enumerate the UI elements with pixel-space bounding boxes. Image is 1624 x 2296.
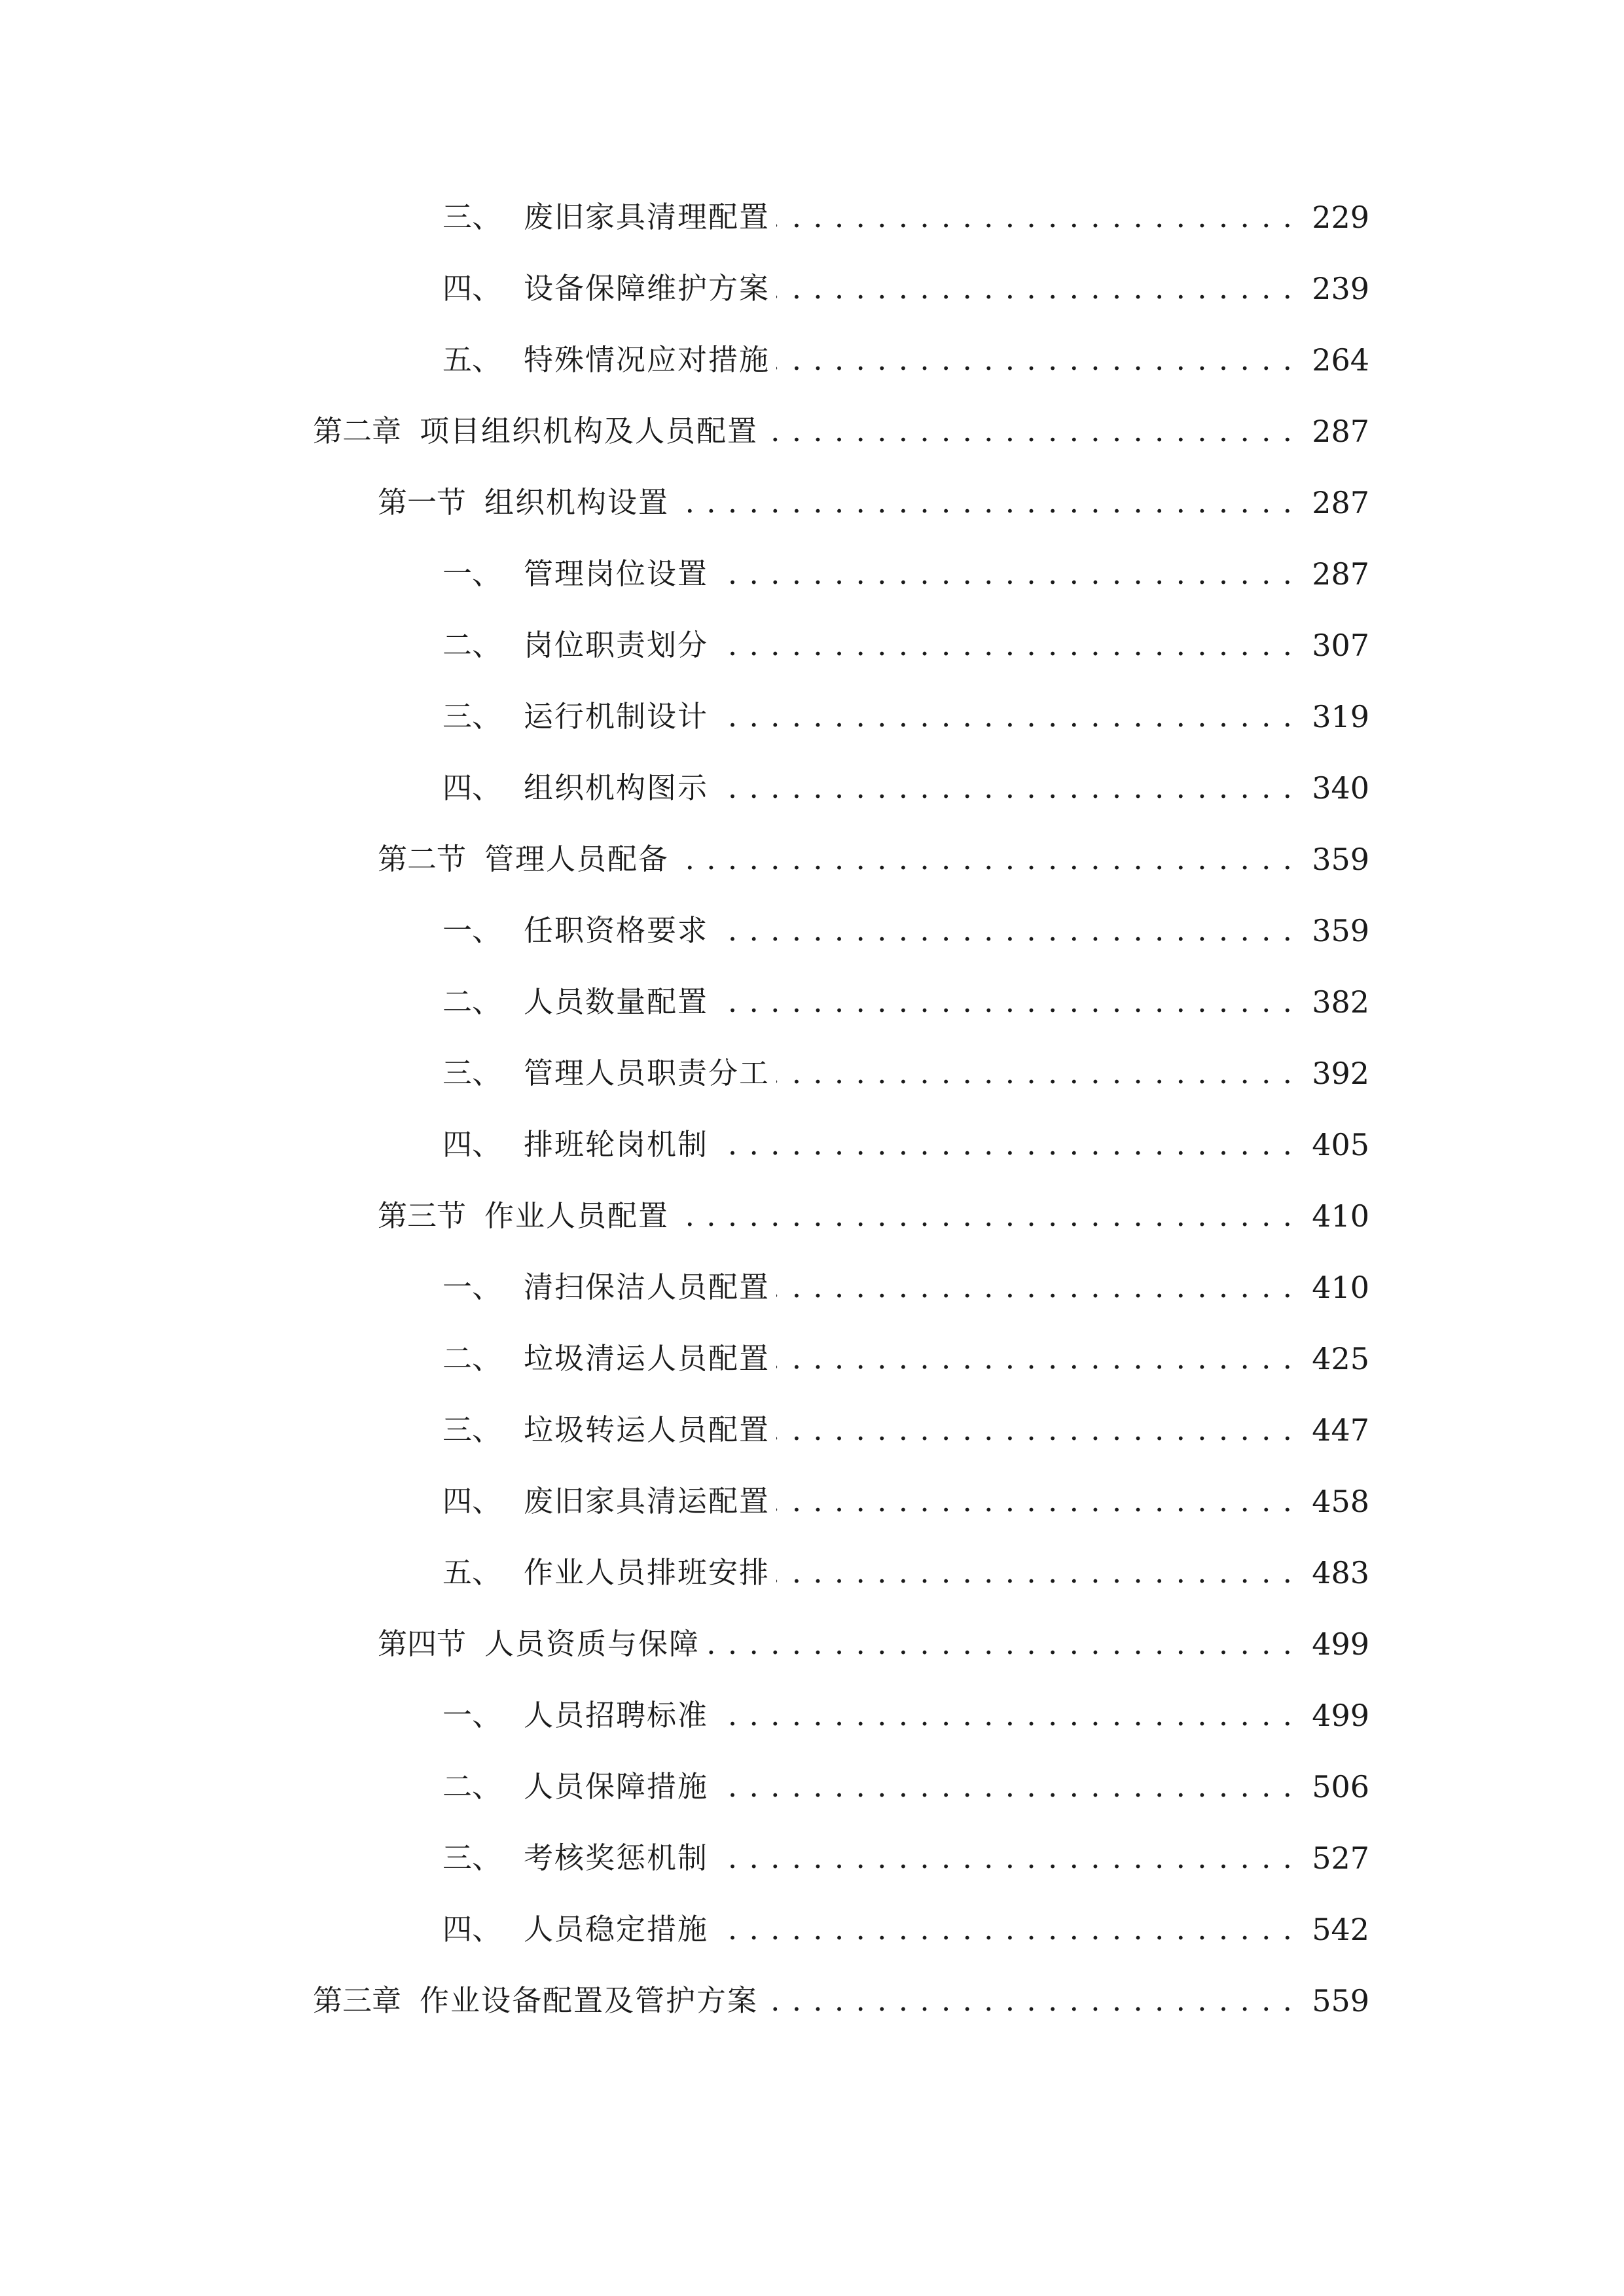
toc-entry-number: 三、: [442, 1840, 502, 1875]
toc-entry-page: 392: [1312, 1056, 1369, 1091]
toc-entry-title: 废旧家具清理配置: [524, 200, 770, 234]
toc-entry-number: 第一节: [378, 485, 467, 520]
toc-entry-page: 458: [1312, 1484, 1369, 1519]
toc-entry-title: 人员保障措施: [524, 1769, 709, 1804]
toc-entry-number: 五、: [442, 1555, 502, 1590]
toc-entry-page: 499: [1312, 1698, 1369, 1733]
toc-entry-title: 人员数量配置: [524, 984, 709, 1019]
toc-dot-leader: [715, 762, 1293, 814]
toc-entry-title: 人员稳定措施: [524, 1912, 709, 1946]
toc-entry-page: 382: [1312, 984, 1369, 1020]
toc-entry-number: 一、: [442, 1698, 502, 1732]
toc-dot-leader: [715, 1689, 1293, 1742]
toc-entry-title: 组织机构设置: [484, 485, 670, 520]
toc-dot-leader: [765, 1975, 1293, 2027]
toc-entry-title: 清扫保洁人员配置: [524, 1270, 770, 1304]
toc-dot-leader: [715, 1761, 1293, 1813]
toc-entry[interactable]: [442, 1475, 1369, 1528]
toc-dot-leader: [715, 691, 1293, 743]
toc-entry-number: 三、: [442, 200, 502, 234]
toc-dot-leader: [715, 1119, 1293, 1171]
toc-entry[interactable]: [442, 1261, 1369, 1314]
toc-entry-number: 四、: [442, 770, 502, 805]
toc-entry-page: 287: [1312, 485, 1369, 520]
toc-entry-page: 264: [1312, 342, 1369, 378]
toc-entry[interactable]: [442, 1832, 1369, 1884]
toc-dot-leader: [776, 1333, 1293, 1385]
toc-entry-page: 499: [1312, 1626, 1369, 1662]
toc-entry-number: 第二节: [378, 842, 467, 876]
toc-entry-title: 管理人员职责分工: [524, 1056, 770, 1090]
toc-entry-title: 岗位职责划分: [524, 628, 709, 662]
toc-entry-title: 人员资质与保障: [484, 1626, 700, 1661]
toc-entry-number: 第二章: [313, 414, 402, 448]
toc-dot-leader: [715, 1903, 1293, 1956]
toc-entry[interactable]: [442, 262, 1369, 315]
toc-entry-title: 排班轮岗机制: [524, 1127, 709, 1162]
toc-entry-title: 垃圾清运人员配置: [524, 1341, 770, 1376]
toc-dot-leader: [715, 905, 1293, 957]
toc-entry-number: 四、: [442, 1127, 502, 1162]
toc-entry-page: 542: [1312, 1912, 1369, 1947]
toc-entry-number: 二、: [442, 984, 502, 1019]
toc-dot-leader: [715, 1832, 1293, 1884]
toc-entry[interactable]: [442, 976, 1369, 1028]
toc-entry-title: 运行机制设计: [524, 699, 709, 734]
toc-dot-leader: [765, 405, 1293, 457]
toc-entry-number: 四、: [442, 1912, 502, 1946]
toc-entry[interactable]: [442, 1547, 1369, 1599]
toc-entry[interactable]: [442, 191, 1369, 243]
toc-entry-title: 作业人员配置: [484, 1198, 670, 1233]
toc-entry[interactable]: [378, 476, 1369, 529]
toc-entry[interactable]: [442, 691, 1369, 743]
toc-entry[interactable]: [442, 1903, 1369, 1956]
toc-entry[interactable]: [442, 1333, 1369, 1385]
toc-entry-number: 四、: [442, 1484, 502, 1518]
toc-entry-number: 第三章: [313, 1983, 402, 2018]
toc-entry[interactable]: [442, 1047, 1369, 1100]
toc-entry-title: 设备保障维护方案: [524, 271, 770, 306]
toc-entry-title: 人员招聘标准: [524, 1698, 709, 1732]
toc-dot-leader: [776, 1047, 1293, 1100]
toc-entry-number: 四、: [442, 271, 502, 306]
toc-entry[interactable]: [442, 619, 1369, 672]
toc-dot-leader: [706, 1618, 1293, 1670]
toc-entry-page: 359: [1312, 913, 1369, 948]
toc-entry[interactable]: [378, 833, 1369, 886]
toc-entry-page: 410: [1312, 1198, 1369, 1234]
toc-entry[interactable]: [442, 334, 1369, 386]
toc-entry-page: 410: [1312, 1270, 1369, 1305]
toc-entry-number: 三、: [442, 1056, 502, 1090]
toc-entry-page: 340: [1312, 770, 1369, 806]
toc-entry-title: 考核奖惩机制: [524, 1840, 709, 1875]
toc-entry[interactable]: [442, 1119, 1369, 1171]
toc-entry-page: 425: [1312, 1341, 1369, 1376]
toc-entry-number: 一、: [442, 913, 502, 948]
toc-entry-page: 447: [1312, 1412, 1369, 1448]
toc-entry-page: 559: [1312, 1983, 1369, 2018]
toc-entry-number: 一、: [442, 556, 502, 591]
toc-entry[interactable]: [442, 905, 1369, 957]
toc-entry-number: 三、: [442, 699, 502, 734]
toc-entry[interactable]: [442, 548, 1369, 600]
toc-dot-leader: [776, 1475, 1293, 1528]
toc-entry[interactable]: [313, 405, 1369, 457]
toc-entry-number: 第四节: [378, 1626, 467, 1661]
toc-entry-number: 三、: [442, 1412, 502, 1447]
toc-entry-number: 五、: [442, 342, 502, 377]
toc-entry-page: 506: [1312, 1769, 1369, 1804]
toc-entry-page: 405: [1312, 1127, 1369, 1162]
toc-entry-page: 483: [1312, 1555, 1369, 1590]
toc-entry-page: 229: [1312, 200, 1369, 235]
toc-entry-title: 废旧家具清运配置: [524, 1484, 770, 1518]
toc-entry[interactable]: [442, 1689, 1369, 1742]
toc-entry-title: 作业设备配置及管护方案: [420, 1983, 759, 2018]
toc-dot-leader: [776, 1404, 1293, 1456]
toc-entry-page: 359: [1312, 842, 1369, 877]
toc-entry[interactable]: [378, 1190, 1369, 1242]
toc-entry-page: 307: [1312, 628, 1369, 663]
toc-dot-leader: [776, 1261, 1293, 1314]
toc-entry-page: 287: [1312, 414, 1369, 449]
toc-entry[interactable]: [313, 1975, 1369, 2027]
toc-entry-number: 二、: [442, 1769, 502, 1804]
toc-entry-number: 二、: [442, 628, 502, 662]
toc-entry-page: 319: [1312, 699, 1369, 734]
toc-entry-title: 任职资格要求: [524, 913, 709, 948]
toc-entry-number: 第三节: [378, 1198, 467, 1233]
toc-dot-leader: [676, 1190, 1293, 1242]
toc-entry[interactable]: [378, 1618, 1369, 1670]
toc-dot-leader: [715, 976, 1293, 1028]
toc-dot-leader: [776, 1547, 1293, 1599]
toc-dot-leader: [776, 262, 1293, 315]
toc-entry-title: 组织机构图示: [524, 770, 709, 805]
toc-dot-leader: [676, 833, 1293, 886]
toc-entry-number: 一、: [442, 1270, 502, 1304]
toc-entry-title: 垃圾转运人员配置: [524, 1412, 770, 1447]
toc-dot-leader: [676, 476, 1293, 529]
toc-entry-title: 特殊情况应对措施: [524, 342, 770, 377]
toc-entry[interactable]: [442, 1404, 1369, 1456]
toc-entry-page: 527: [1312, 1840, 1369, 1876]
toc-dot-leader: [715, 619, 1293, 672]
toc-dot-leader: [776, 191, 1293, 243]
toc-entry-title: 管理人员配备: [484, 842, 670, 876]
toc-dot-leader: [776, 334, 1293, 386]
toc-entry-number: 二、: [442, 1341, 502, 1376]
toc-entry-title: 项目组织机构及人员配置: [420, 414, 759, 448]
toc-entry-title: 作业人员排班安排: [524, 1555, 770, 1590]
toc-entry-title: 管理岗位设置: [524, 556, 709, 591]
toc-entry-page: 287: [1312, 556, 1369, 592]
toc-entry[interactable]: [442, 1761, 1369, 1813]
toc-dot-leader: [715, 548, 1293, 600]
toc-entry[interactable]: [442, 762, 1369, 814]
toc-entry-page: 239: [1312, 271, 1369, 306]
